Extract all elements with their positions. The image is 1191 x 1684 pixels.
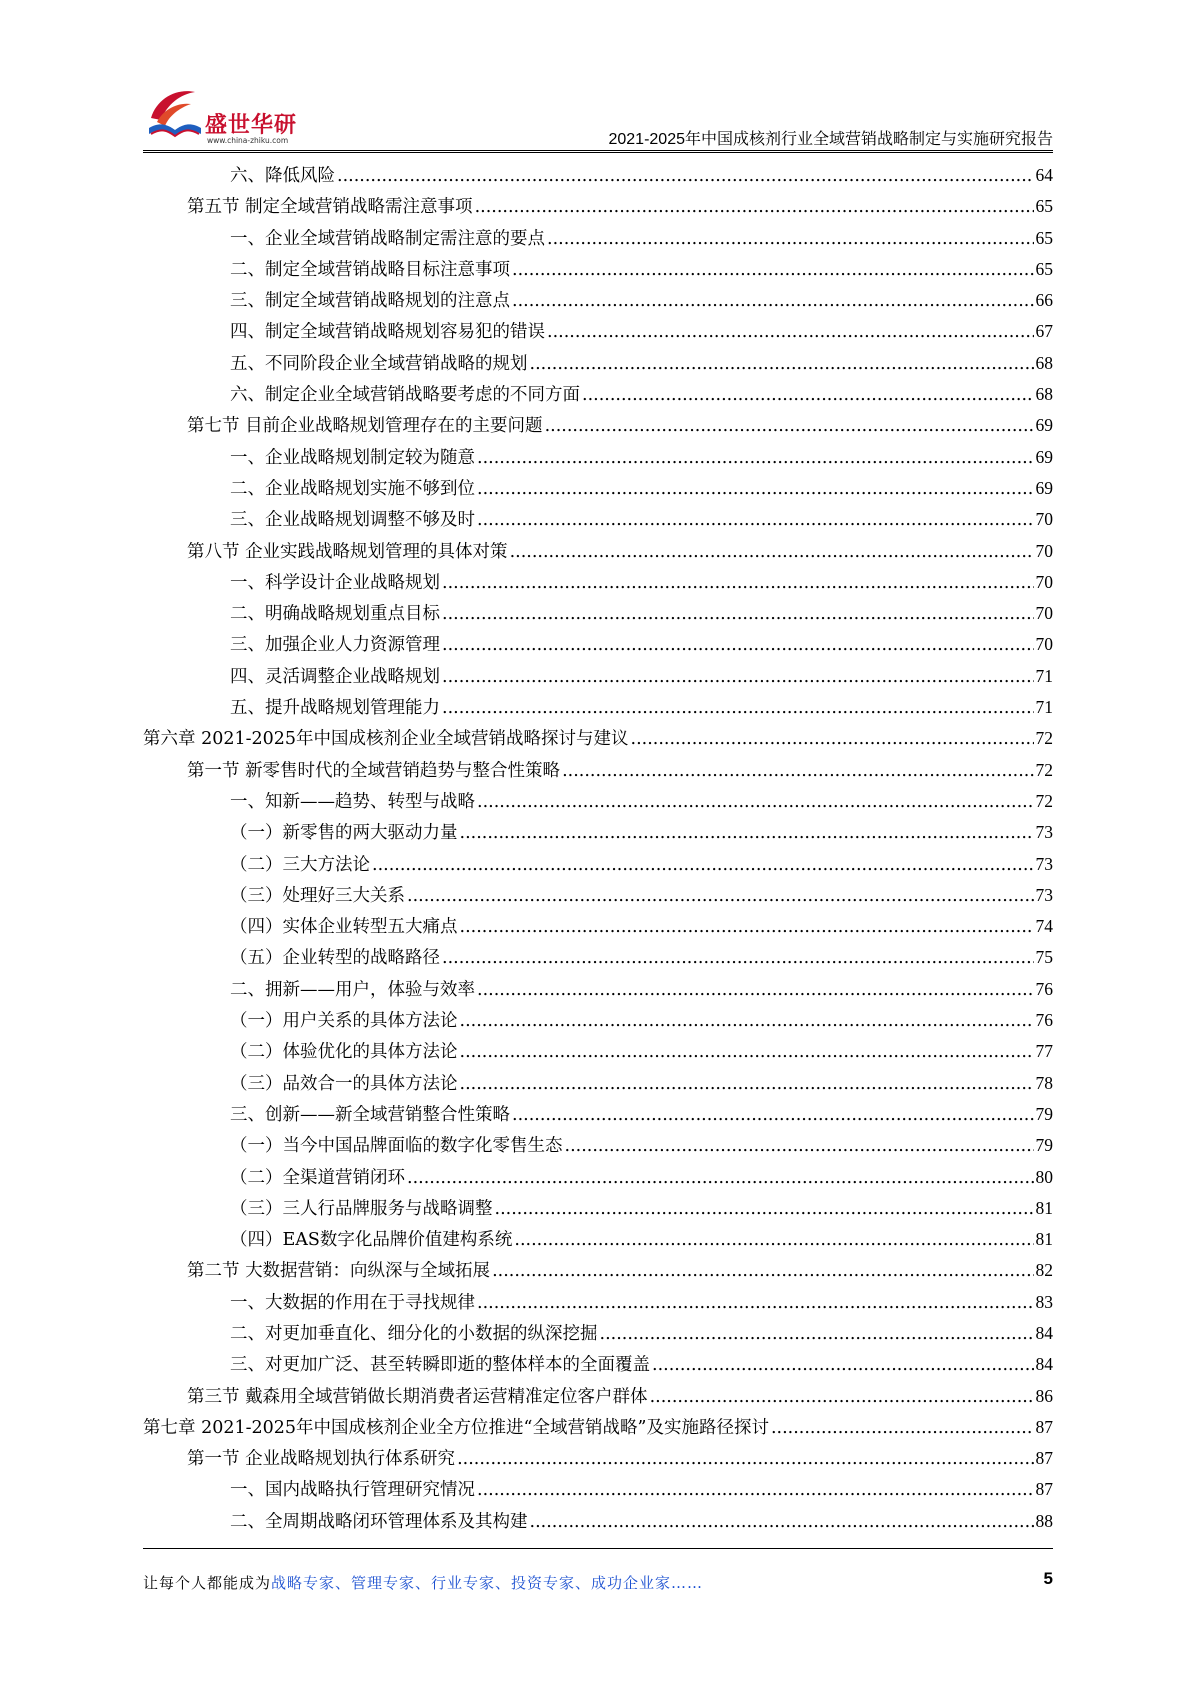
toc-entry[interactable] — [143, 723, 1053, 754]
toc-entry[interactable] — [143, 223, 1053, 254]
toc-entry-page: 84 — [1035, 1354, 1053, 1375]
toc-entry-title: 二、对更加垂直化、细分化的小数据的纵深挖掘 — [230, 1323, 598, 1344]
toc-entry-title: （一）当今中国品牌面临的数字化零售生态 — [230, 1136, 563, 1157]
toc-entry-page: 74 — [1035, 916, 1053, 937]
toc-entry-title: 三、创新——新全域营销整合性策略 — [230, 1104, 510, 1125]
document-title: 2021-2025年中国成核剂行业全域营销战略制定与实施研究报告 — [608, 131, 1053, 148]
toc-entry-title: （三）三人行品牌服务与战略调整 — [230, 1198, 493, 1219]
toc-entry-title: （五）企业转型的战略路径 — [230, 948, 440, 969]
toc-leader-dots — [460, 1037, 1034, 1068]
toc-entry-title: 四、灵活调整企业战略规划 — [230, 666, 440, 687]
toc-leader-dots — [512, 255, 1034, 286]
toc-entry-page: 67 — [1035, 321, 1053, 342]
toc-entry-page: 86 — [1035, 1385, 1053, 1406]
toc-entry-page: 76 — [1035, 978, 1053, 999]
toc-entry-title: 第一节 新零售时代的全域营销趋势与整合性策略 — [187, 760, 561, 781]
toc-entry-page: 71 — [1035, 697, 1053, 718]
page-number: 5 — [1043, 1569, 1053, 1588]
toc-entry-title: 一、企业全域营销战略制定需注意的要点 — [230, 228, 545, 249]
toc-entry[interactable] — [143, 1381, 1053, 1412]
toc-entry[interactable] — [143, 348, 1053, 379]
company-logo — [143, 84, 318, 144]
toc-entry-page: 73 — [1035, 884, 1053, 905]
toc-entry-page: 69 — [1035, 446, 1053, 467]
toc-entry-title: 六、制定企业全域营销战略要考虑的不同方面 — [230, 385, 580, 406]
toc-entry[interactable] — [143, 1412, 1053, 1443]
toc-entry-page: 65 — [1035, 196, 1053, 217]
toc-entry-page: 87 — [1035, 1479, 1053, 1500]
toc-leader-dots — [512, 1100, 1034, 1131]
toc-leader-dots — [547, 317, 1034, 348]
toc-entry-page: 88 — [1035, 1510, 1053, 1531]
footer-slogan-highlight: 战略专家、管理专家、行业专家、投资专家、成功企业家…… — [271, 1574, 704, 1592]
toc-entry[interactable] — [143, 1255, 1053, 1286]
toc-entry-title: 二、企业战略规划实施不够到位 — [230, 478, 475, 499]
toc-entry[interactable] — [143, 692, 1053, 723]
toc-entry[interactable] — [143, 1130, 1053, 1161]
toc-entry[interactable] — [143, 473, 1053, 504]
toc-leader-dots — [372, 850, 1034, 881]
toc-entry[interactable] — [143, 1506, 1053, 1537]
toc-entry-title: 第七节 目前企业战略规划管理存在的主要问题 — [187, 416, 543, 437]
toc-entry[interactable] — [143, 786, 1053, 817]
toc-leader-dots — [582, 380, 1034, 411]
toc-entry-page: 70 — [1035, 509, 1053, 530]
toc-entry-title: 二、明确战略规划重点目标 — [230, 604, 440, 625]
toc-entry-title: 二、拥新——用户，体验与效率 — [230, 979, 475, 1000]
toc-entry-title: 三、制定全域营销战略规划的注意点 — [230, 291, 510, 312]
table-of-contents — [143, 160, 1053, 1537]
toc-leader-dots — [442, 568, 1034, 599]
toc-leader-dots — [477, 505, 1034, 536]
toc-entry-page: 70 — [1035, 571, 1053, 592]
toc-entry[interactable] — [143, 880, 1053, 911]
toc-entry[interactable] — [143, 974, 1053, 1005]
toc-entry-title: 三、加强企业人力资源管理 — [230, 635, 440, 656]
toc-entry[interactable] — [143, 1193, 1053, 1224]
toc-leader-dots — [407, 1163, 1034, 1194]
toc-leader-dots — [547, 224, 1034, 255]
toc-entry[interactable] — [143, 1474, 1053, 1505]
toc-entry-title: 六、降低风险 — [230, 166, 335, 186]
toc-entry-page: 72 — [1035, 728, 1053, 749]
toc-entry-page: 72 — [1035, 790, 1053, 811]
toc-entry-title: 五、不同阶段企业全域营销战略的规划 — [230, 353, 528, 374]
toc-entry-title: （二）全渠道营销闭环 — [230, 1167, 405, 1188]
toc-entry-page: 82 — [1035, 1260, 1053, 1281]
toc-entry-page: 80 — [1035, 1166, 1053, 1187]
toc-leader-dots — [771, 1413, 1034, 1444]
toc-leader-dots — [477, 1288, 1034, 1319]
toc-entry-page: 77 — [1035, 1041, 1053, 1062]
toc-entry-title: 一、国内战略执行管理研究情况 — [230, 1480, 475, 1501]
toc-entry[interactable] — [143, 1005, 1053, 1036]
toc-entry-page: 69 — [1035, 415, 1053, 436]
toc-entry-page: 81 — [1035, 1229, 1053, 1250]
toc-entry-title: 二、全周期战略闭环管理体系及其构建 — [230, 1511, 528, 1532]
toc-entry[interactable] — [143, 942, 1053, 973]
toc-leader-dots — [650, 1382, 1034, 1413]
toc-entry-page: 81 — [1035, 1197, 1053, 1218]
toc-entry-page: 70 — [1035, 634, 1053, 655]
toc-entry-title: 一、科学设计企业战略规划 — [230, 572, 440, 593]
toc-leader-dots — [442, 943, 1034, 974]
toc-entry[interactable] — [143, 567, 1053, 598]
toc-entry-title: 第五节 制定全域营销战略需注意事项 — [187, 197, 473, 218]
toc-entry-title: 一、企业战略规划制定较为随意 — [230, 447, 475, 468]
toc-entry-page: 72 — [1035, 759, 1053, 780]
toc-leader-dots — [562, 756, 1033, 787]
toc-leader-dots — [460, 1006, 1034, 1037]
logo-name: 盛世华研 — [205, 113, 298, 138]
toc-leader-dots — [565, 1131, 1034, 1162]
toc-leader-dots — [477, 443, 1034, 474]
toc-leader-dots — [530, 1507, 1034, 1538]
toc-entry-title: 二、制定全域营销战略目标注意事项 — [230, 259, 510, 280]
toc-entry-title: 第七章 2021-2025年中国成核剂企业全方位推进“全域营销战略”及实施路径探讨 — [143, 1417, 769, 1438]
toc-entry-page: 68 — [1035, 384, 1053, 405]
toc-entry[interactable] — [143, 755, 1053, 786]
toc-entry[interactable] — [143, 410, 1053, 441]
toc-entry-title: （一）用户关系的具体方法论 — [230, 1011, 458, 1032]
book-logo-icon — [143, 84, 213, 146]
toc-entry[interactable] — [143, 1287, 1053, 1318]
toc-entry[interactable] — [143, 1162, 1053, 1193]
toc-leader-dots — [442, 662, 1034, 693]
toc-entry-title: 一、大数据的作用在于寻找规律 — [230, 1292, 475, 1313]
toc-entry[interactable] — [143, 316, 1053, 347]
footer-divider — [143, 1548, 1053, 1549]
toc-entry[interactable] — [143, 849, 1053, 880]
toc-leader-dots — [652, 1350, 1034, 1381]
toc-entry-title: 三、企业战略规划调整不够及时 — [230, 510, 475, 531]
toc-entry-page: 64 — [1035, 165, 1053, 185]
toc-entry-title: 一、知新——趋势、转型与战略 — [230, 791, 475, 812]
toc-entry-page: 68 — [1035, 352, 1053, 373]
header-divider-secondary — [143, 152, 1053, 153]
toc-entry-title: 第三节 戴森用全域营销做长期消费者运营精准定位客户群体 — [187, 1386, 648, 1407]
toc-entry[interactable] — [143, 1224, 1053, 1255]
toc-entry[interactable] — [143, 442, 1053, 473]
toc-entry-title: （一）新零售的两大驱动力量 — [230, 823, 458, 844]
toc-entry[interactable] — [143, 1318, 1053, 1349]
toc-leader-dots — [460, 1069, 1034, 1100]
toc-entry-page: 69 — [1035, 477, 1053, 498]
toc-leader-dots — [477, 1475, 1034, 1506]
toc-leader-dots — [442, 599, 1034, 630]
toc-entry-page: 87 — [1035, 1448, 1053, 1469]
toc-leader-dots — [477, 787, 1034, 818]
toc-entry-page: 65 — [1035, 227, 1053, 248]
toc-entry-page: 66 — [1035, 290, 1053, 311]
toc-entry[interactable] — [143, 254, 1053, 285]
toc-entry[interactable] — [143, 629, 1053, 660]
toc-leader-dots — [514, 1225, 1033, 1256]
toc-entry-page: 73 — [1035, 853, 1053, 874]
toc-leader-dots — [495, 1194, 1034, 1225]
toc-leader-dots — [477, 975, 1034, 1006]
page-header — [143, 78, 1053, 160]
toc-entry[interactable] — [143, 191, 1053, 222]
toc-leader-dots — [475, 192, 1034, 223]
toc-leader-dots — [457, 1444, 1033, 1475]
toc-leader-dots — [492, 1256, 1033, 1287]
toc-entry-title: （二）体验优化的具体方法论 — [230, 1042, 458, 1063]
toc-entry-page: 70 — [1035, 540, 1053, 561]
toc-entry-title: （三）处理好三大关系 — [230, 885, 405, 906]
toc-leader-dots — [631, 724, 1034, 755]
footer-slogan-prefix: 让每个人都能成为 — [143, 1574, 272, 1592]
toc-entry-page: 70 — [1035, 603, 1053, 624]
toc-entry[interactable] — [143, 1036, 1053, 1067]
toc-leader-dots — [442, 630, 1034, 661]
toc-leader-dots — [460, 818, 1034, 849]
toc-entry-title: 第八节 企业实践战略规划管理的具体对策 — [187, 541, 508, 562]
toc-leader-dots — [407, 881, 1034, 912]
toc-entry[interactable] — [143, 817, 1053, 848]
toc-entry-page: 84 — [1035, 1322, 1053, 1343]
toc-entry[interactable] — [143, 536, 1053, 567]
toc-entry-title: （二）三大方法论 — [230, 854, 370, 875]
logo-url: www.china-zhiku.com — [207, 136, 289, 145]
toc-leader-dots — [545, 411, 1034, 442]
toc-entry-page: 65 — [1035, 258, 1053, 279]
toc-leader-dots — [337, 161, 1034, 192]
toc-entry[interactable] — [143, 285, 1053, 316]
toc-leader-dots — [512, 286, 1034, 317]
toc-entry-page: 71 — [1035, 665, 1053, 686]
toc-entry[interactable] — [143, 661, 1053, 692]
toc-entry-page: 75 — [1035, 947, 1053, 968]
toc-entry[interactable] — [143, 160, 1053, 191]
toc-entry-title: 第二节 大数据营销：向纵深与全域拓展 — [187, 1261, 491, 1282]
toc-leader-dots — [477, 474, 1034, 505]
toc-entry-page: 83 — [1035, 1291, 1053, 1312]
toc-entry[interactable] — [143, 1099, 1053, 1130]
toc-entry-page: 79 — [1035, 1135, 1053, 1156]
footer-slogan — [143, 1572, 703, 1593]
toc-leader-dots — [510, 537, 1034, 568]
toc-entry[interactable] — [143, 504, 1053, 535]
toc-entry-title: 三、对更加广泛、甚至转瞬即逝的整体样本的全面覆盖 — [230, 1355, 650, 1376]
toc-entry[interactable] — [143, 1068, 1053, 1099]
toc-entry[interactable] — [143, 911, 1053, 942]
toc-entry[interactable] — [143, 1349, 1053, 1380]
toc-entry-page: 73 — [1035, 822, 1053, 843]
toc-entry-title: （三）品效合一的具体方法论 — [230, 1073, 458, 1094]
toc-entry[interactable] — [143, 1443, 1053, 1474]
toc-leader-dots — [442, 693, 1034, 724]
header-divider — [143, 150, 1053, 151]
toc-entry-page: 87 — [1035, 1416, 1053, 1437]
toc-entry-title: （四）实体企业转型五大痛点 — [230, 917, 458, 938]
toc-entry-title: （四）EAS数字化品牌价值建构系统 — [230, 1230, 513, 1251]
toc-leader-dots — [600, 1319, 1034, 1350]
toc-entry-title: 第六章 2021-2025年中国成核剂企业全域营销战略探讨与建议 — [143, 729, 629, 750]
toc-entry-title: 四、制定全域营销战略规划容易犯的错误 — [230, 322, 545, 343]
toc-entry[interactable] — [143, 598, 1053, 629]
toc-entry-title: 第一节 企业战略规划执行体系研究 — [187, 1449, 456, 1470]
toc-entry-page: 78 — [1035, 1072, 1053, 1093]
toc-entry-title: 五、提升战略规划管理能力 — [230, 698, 440, 719]
toc-entry-page: 76 — [1035, 1010, 1053, 1031]
toc-leader-dots — [460, 912, 1034, 943]
toc-entry-page: 79 — [1035, 1103, 1053, 1124]
toc-leader-dots — [530, 349, 1034, 380]
toc-entry[interactable] — [143, 379, 1053, 410]
